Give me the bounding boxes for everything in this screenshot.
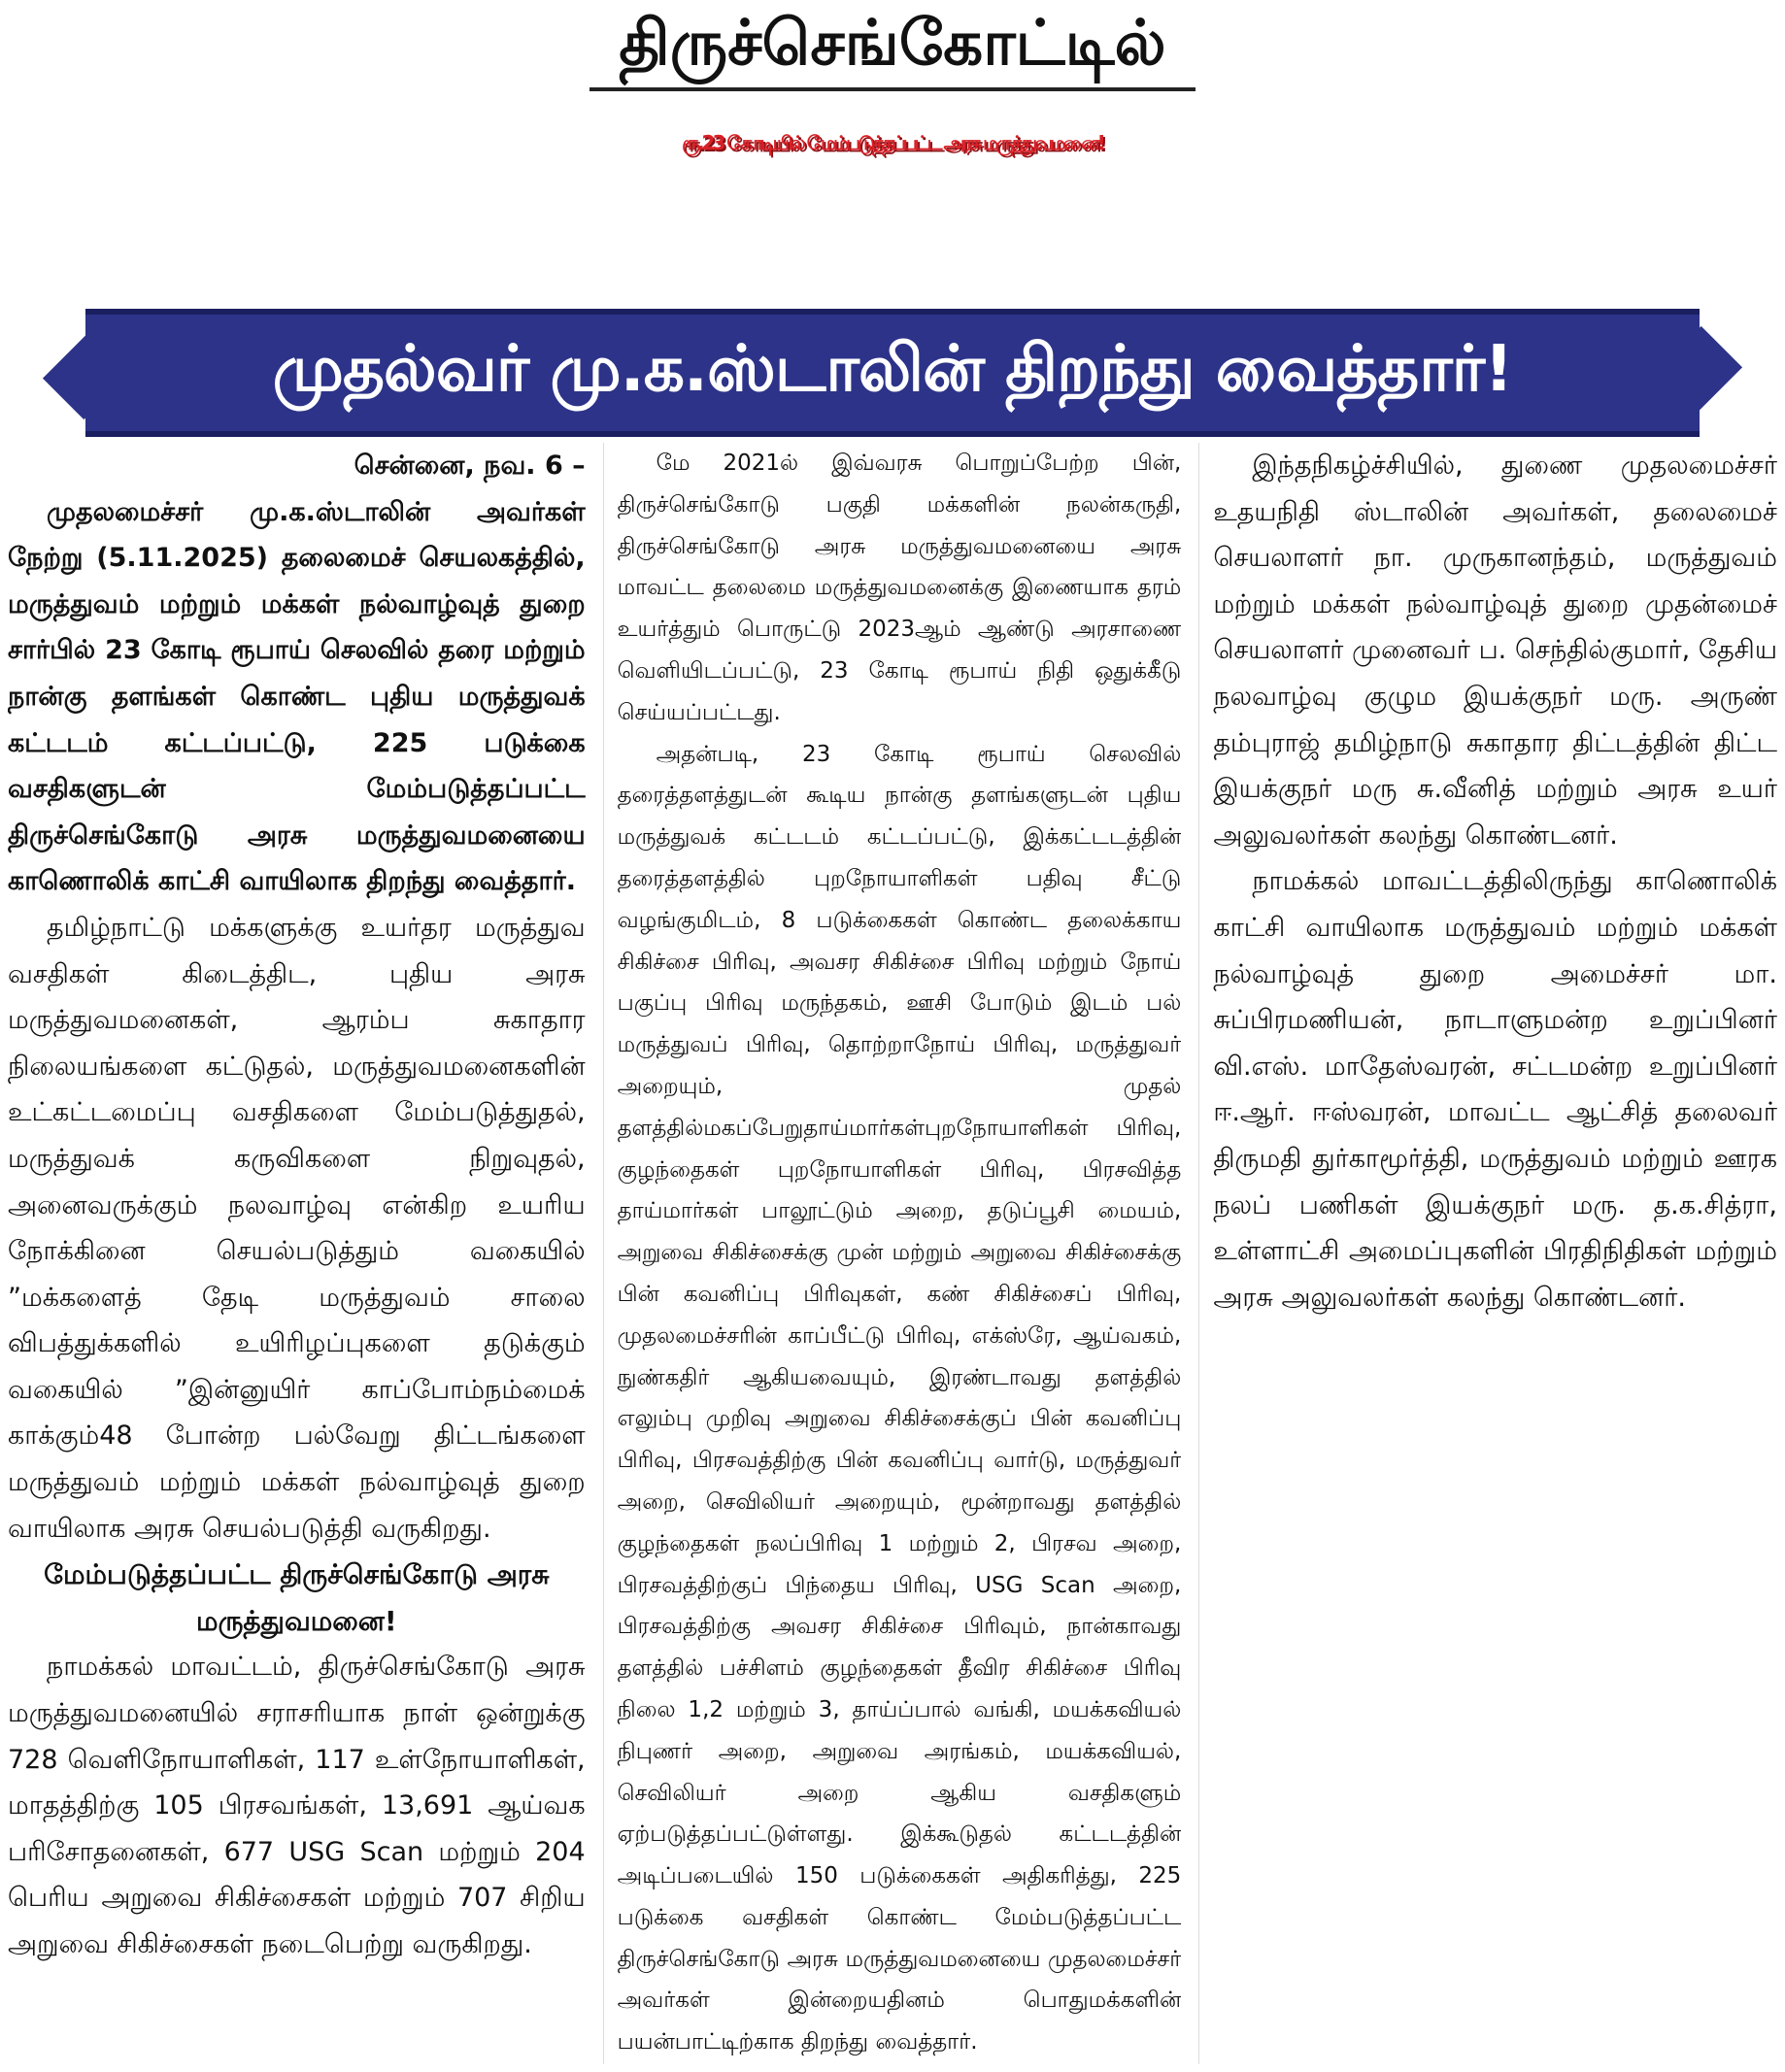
article-body [8, 443, 1777, 2064]
paragraph-4: அதன்படி, 23 கோடி ரூபாய் செலவில் தரைத்தளத்துடன் கூடிய நான்கு தளங்களுடன் புதிய மருத்துவக் கட்டடம் கட்டப்பட்டு, இக்கட்டடத்தின் தரைத்தளத்தில் புறநோயாளிகள் பதிவு சீட்டு வழங்குமிடம், 8 படுக்கைகள் கொண்ட தலைக்காய சிகிச்சை பிரிவு, அவசர சிகிச்சை பிரிவு மற்றும் நோய் பகுப்பு பிரிவு மருந்தகம், ஊசி போடும் இடம் பல் மருத்துவப் பிரிவு, தொற்றாநோய் பிரிவு, மருத்துவர் அறையும், முதல் தளத்தில்மகப்பேறுதாய்மார்கள்புறநோயாளிகள் பிரிவு, குழந்தைகள் புறநோயாளிகள் பிரிவு, பிரசவித்த தாய்மார்கள் பாலூட்டும் அறை, தடுப்பூசி மையம், அறுவை சிகிச்சைக்கு முன் மற்றும் அறுவை சிகிச்சைக்கு பின் கவனிப்பு பிரிவுகள், கண் சிகிச்சைப் பிரிவு, முதலமைச்சரின் காப்பீட்டு பிரிவு, எக்ஸ்ரே, ஆய்வகம், நுண்கதிர் ஆகியவையும், இரண்டாவது தளத்தில் எலும்பு முறிவு அறுவை சிகிச்சைக்குப் பின் கவனிப்பு பிரிவு, பிரசவத்திற்கு பின் கவனிப்பு வார்டு, மருத்துவர் அறை, செவிலியர் அறையும், மூன்றாவது தளத்தில் குழந்தைகள் நலப்பிரிவு 1 மற்றும் 2, பிரசவ அறை, பிரசவத்திற்குப் பிந்தைய பிரிவு, USG Scan அறை, பிரசவத்திற்கு அவசர சிகிச்சை பிரிவும், நான்காவது தளத்தில் பச்சிளம் குழந்தைகள் தீவிர சிகிச்சை பிரிவு நிலை 1,2 மற்றும் 3, தாய்ப்பால் வங்கி, மயக்கவியல் நிபுணர் அறை, அறுவை அரங்கம், மயக்கவியல், செவிலியர் அறை ஆகிய வசதிகளும் ஏற்படுத்தப்பட்டுள்ளது. இக்கூடுதல் கட்டடத்தின் அடிப்படையில் 150 படுக்கைகள் அதிகரித்து, 225 படுக்கை வசதிகள் கொண்ட மேம்படுத்தப்பட்ட திருச்செங்கோடு அரசு மருத்துவமனையை முதலமைச்சர் அவர்கள் இன்றையதினம் பொதுமக்களின் பயன்பாட்டிற்காக திறந்து வைத்தார். [617, 741, 1182, 2055]
paragraph-5: இந்தநிகழ்ச்சியில், துணை முதலமைச்சர் உதயநிதி ஸ்டாலின் அவர்கள், தலைமைச் செயலாளர் நா. முருகானந்தம், மருத்துவம் மற்றும் மக்கள் நல்வாழ்வுத் துறை முதன்மைச் செயலாளர் முனைவர் ப. செந்தில்குமார், தேசிய நலவாழ்வு குழும இயக்குநர் மரு. அருண் தம்புராஜ் தமிழ்நாடு சுகாதார திட்டத்தின் திட்ட இயக்குநர் மரு சு.வீனித் மற்றும் அரசு உயர் அலுவலர்கள் கலந்து கொண்டனர். [1213, 451, 1777, 851]
banner-text: முதல்வர் மு.க.ஸ்டாலின் திறந்து வைத்தார்! [272, 331, 1513, 406]
paragraph-2: நாமக்கல் மாவட்டம், திருச்செங்கோடு அரசு மருத்துவமனையில் சராசரியாக நாள் ஒன்றுக்கு 728 வெளிநோயாளிகள், 117 உள்நோயாளிகள், மாதத்திற்கு 105 பிரசவங்கள், 13,691 ஆய்வக பரிசோதனைகள், 677 USG Scan மற்றும் 204 பெரிய அறுவை சிகிச்சைகள் மற்றும் 707 சிறிய அறுவை சிகிச்சைகள் நடைபெற்று வருகிறது. [8, 1652, 586, 1959]
subheadline-banner [85, 309, 1700, 437]
kicker-headline [0, 10, 1785, 91]
dateline: சென்னை, நவ. 6 – [354, 451, 586, 481]
section-subhead: மேம்படுத்தப்பட்ட திருச்செங்கோடு அரசு மருத்துவமனை! [44, 1558, 550, 1637]
paragraph-6: நாமக்கல் மாவட்டத்திலிருந்து காணொலிக் காட்சி வாயிலாக மருத்துவம் மற்றும் மக்கள் நல்வாழ்வுத் துறை அமைச்சர் மா. சுப்பிரமணியன், நாடாளுமன்ற உறுப்பினர் வி.எஸ். மாதேஸ்வரன், சட்டமன்ற உறுப்பினர் ஈ.ஆர். ஈஸ்வரன், மாவட்ட ஆட்சித் தலைவர் திருமதி துர்காமூர்த்தி, மருத்துவம் மற்றும் ஊரக நலப் பணிகள் இயக்குநர் மரு. த.க.சித்ரா, உள்ளாட்சி அமைப்புகளின் பிரதிநிதிகள் மற்றும் அரசு அலுவலர்கள் கலந்து கொண்டனர். [1213, 866, 1777, 1313]
lead-paragraph: முதலமைச்சர் மு.க.ஸ்டாலின் அவர்கள் நேற்று (5.11.2025) தலைமைச் செயலகத்தில், மருத்துவம் மற்றும் மக்கள் நல்வாழ்வுத் துறை சார்பில் 23 கோடி ரூபாய் செலவில் தரை மற்றும் நான்கு தளங்கள் கொண்ட புதிய மருத்துவக் கட்டடம் கட்டப்பட்டு, 225 படுக்கை வசதிகளுடன் மேம்படுத்தப்பட்ட திருச்செங்கோடு அரசு மருத்துவமனையை காணொலிக் காட்சி வாயிலாக திறந்து வைத்தார். [8, 496, 586, 897]
kicker-text: திருச்செங்கோட்டில் [589, 10, 1195, 91]
column-3 [1198, 443, 1777, 2064]
main-headline: ரூ.23 கோடியில் மேம்படுத்தப்பட்ட அரசு மருத்துவமனை! [682, 131, 1103, 154]
column-1 [8, 443, 586, 2064]
paragraph-1: தமிழ்நாட்டு மக்களுக்கு உயர்தர மருத்துவ வசதிகள் கிடைத்திட, புதிய அரசு மருத்துவமனைகள், ஆரம்ப சுகாதார நிலையங்களை கட்டுதல், மருத்துவமனைகளின் உட்கட்டமைப்பு வசதிகளை மேம்படுத்துதல், மருத்துவக் கருவிகளை நிறுவுதல், அனைவருக்கும் நலவாழ்வு என்கிற உயரிய நோக்கினை செயல்படுத்தும் வகையில் ”மக்களைத் தேடி மருத்துவம் சாலை விபத்துக்களில் உயிரிழப்புகளை தடுக்கும் வகையில் ”இன்னுயிர் காப்போம்நம்மைக் காக்கும்48 போன்ற பல்வேறு திட்டங்களை மருத்துவம் மற்றும் மக்கள் நல்வாழ்வுத் துறை வாயிலாக அரசு செயல்படுத்தி வருகிறது. [8, 912, 586, 1544]
column-2 [603, 443, 1182, 2064]
paragraph-3: மே 2021ல் இவ்வரசு பொறுப்பேற்ற பின், திருச்செங்கோடு பகுதி மக்களின் நலன்கருதி, திருச்செங்கோடு அரசு மருத்துவமனையை அரசு மாவட்ட தலைமை மருத்துவமனைக்கு இணையாக தரம் உயர்த்தும் பொருட்டு 2023ஆம் ஆண்டு அரசாணை வெளியிடப்பட்டு, 23 கோடி ரூபாய் நிதி ஒதுக்கீடு செய்யப்பட்டது. [617, 451, 1182, 725]
